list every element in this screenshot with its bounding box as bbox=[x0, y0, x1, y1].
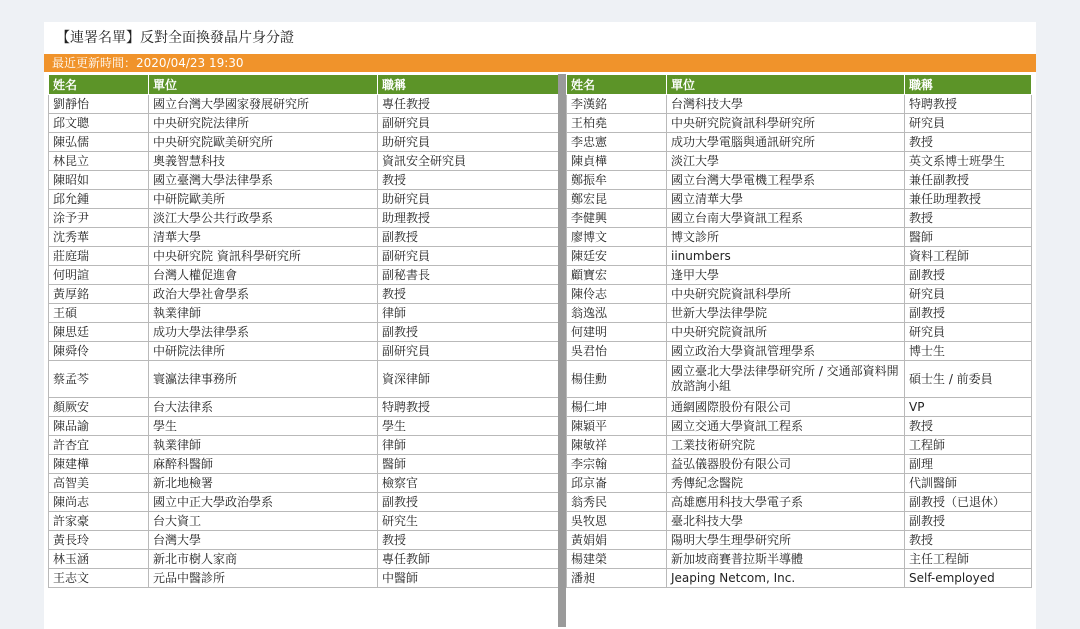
table-row bbox=[567, 550, 1032, 569]
cell-title: 資訊安全研究員 bbox=[378, 152, 559, 171]
cell-name: 吳牧恩 bbox=[567, 512, 667, 531]
cell-title: 副教授 bbox=[905, 266, 1032, 285]
cell-name: 高智美 bbox=[49, 474, 149, 493]
table-row bbox=[49, 285, 559, 304]
cell-title: 專任教師 bbox=[378, 550, 559, 569]
cell-name: 王志文 bbox=[49, 569, 149, 588]
cell-org: 世新大學法律學院 bbox=[667, 304, 905, 323]
cell-org: 新北地檢署 bbox=[149, 474, 378, 493]
cell-title: 助研究員 bbox=[378, 133, 559, 152]
cell-org: 台灣大學 bbox=[149, 531, 378, 550]
table-row bbox=[567, 285, 1032, 304]
table-row bbox=[49, 228, 559, 247]
cell-org: 政治大學社會學系 bbox=[149, 285, 378, 304]
cell-title: 醫師 bbox=[378, 455, 559, 474]
cell-name: 何建明 bbox=[567, 323, 667, 342]
cell-title: 特聘教授 bbox=[905, 95, 1032, 114]
cell-title: 碩士生 / 前委員 bbox=[905, 361, 1032, 398]
cell-title: 醫師 bbox=[905, 228, 1032, 247]
cell-name: 鄭振牟 bbox=[567, 171, 667, 190]
table-row bbox=[49, 209, 559, 228]
cell-name: 陳廷安 bbox=[567, 247, 667, 266]
cell-org: 台灣科技大學 bbox=[667, 95, 905, 114]
cell-org: 台灣人權促進會 bbox=[149, 266, 378, 285]
cell-name: 王碩 bbox=[49, 304, 149, 323]
cell-name: 劉靜怡 bbox=[49, 95, 149, 114]
cell-title: 律師 bbox=[378, 304, 559, 323]
cell-name: 許杏宜 bbox=[49, 436, 149, 455]
cell-title: 副教授 bbox=[378, 323, 559, 342]
cell-org: 淡江大學 bbox=[667, 152, 905, 171]
cell-name: 楊佳勳 bbox=[567, 361, 667, 398]
table-row bbox=[567, 266, 1032, 285]
cell-title: 副研究員 bbox=[378, 342, 559, 361]
cell-name: 陳尚志 bbox=[49, 493, 149, 512]
cell-name: 楊仁坤 bbox=[567, 398, 667, 417]
cell-org: 淡江大學公共行政學系 bbox=[149, 209, 378, 228]
cell-name: 陳穎平 bbox=[567, 417, 667, 436]
cell-org: 新北市樹人家商 bbox=[149, 550, 378, 569]
cell-title: 教授 bbox=[905, 417, 1032, 436]
table-row bbox=[567, 171, 1032, 190]
cell-title: 副教授 bbox=[905, 512, 1032, 531]
table-row bbox=[567, 512, 1032, 531]
cell-name: 王柏堯 bbox=[567, 114, 667, 133]
cell-org: 工業技術研究院 bbox=[667, 436, 905, 455]
table-row bbox=[49, 304, 559, 323]
table-row bbox=[49, 95, 559, 114]
cell-name: 李漢銘 bbox=[567, 95, 667, 114]
cell-name: 鄭宏昆 bbox=[567, 190, 667, 209]
cell-title: 教授 bbox=[905, 531, 1032, 550]
cell-name: 顏厥安 bbox=[49, 398, 149, 417]
cell-name: 翁逸泓 bbox=[567, 304, 667, 323]
cell-name: 何明諠 bbox=[49, 266, 149, 285]
cell-name: 邱文聰 bbox=[49, 114, 149, 133]
cell-name: 李忠憲 bbox=[567, 133, 667, 152]
table-row bbox=[567, 569, 1032, 588]
cell-title: 副教授 bbox=[378, 228, 559, 247]
cell-org: 中研院法律所 bbox=[149, 342, 378, 361]
cell-title: 副研究員 bbox=[378, 247, 559, 266]
cell-name: 涂予尹 bbox=[49, 209, 149, 228]
cell-org: 中央研究院歐美研究所 bbox=[149, 133, 378, 152]
cell-org: 中研院歐美所 bbox=[149, 190, 378, 209]
table-row bbox=[49, 266, 559, 285]
table-row bbox=[49, 133, 559, 152]
roster-body-right bbox=[567, 95, 1032, 588]
column-header-title: 職稱 bbox=[378, 75, 559, 95]
cell-org: 寰瀛法律事務所 bbox=[149, 361, 378, 398]
cell-title: VP bbox=[905, 398, 1032, 417]
table-row bbox=[49, 569, 559, 588]
cell-name: 廖博文 bbox=[567, 228, 667, 247]
table-row bbox=[567, 342, 1032, 361]
cell-title: 兼任助理教授 bbox=[905, 190, 1032, 209]
cell-title: 資深律師 bbox=[378, 361, 559, 398]
table-row bbox=[49, 152, 559, 171]
cell-name: 林昆立 bbox=[49, 152, 149, 171]
table-row bbox=[567, 247, 1032, 266]
cell-org: 新加坡商賽普拉斯半導體 bbox=[667, 550, 905, 569]
cell-org: iinumbers bbox=[667, 247, 905, 266]
cell-name: 李健興 bbox=[567, 209, 667, 228]
table-header-row bbox=[49, 75, 559, 95]
table-row bbox=[567, 190, 1032, 209]
cell-title: 主任工程師 bbox=[905, 550, 1032, 569]
cell-name: 黃長玲 bbox=[49, 531, 149, 550]
cell-title: 特聘教授 bbox=[378, 398, 559, 417]
table-row bbox=[567, 114, 1032, 133]
table-row bbox=[49, 398, 559, 417]
table-row bbox=[567, 361, 1032, 398]
cell-title: 教授 bbox=[378, 171, 559, 190]
table-row bbox=[567, 436, 1032, 455]
cell-title: 研究生 bbox=[378, 512, 559, 531]
cell-title: Self-employed bbox=[905, 569, 1032, 588]
cell-title: 副教授 bbox=[378, 493, 559, 512]
cell-name: 陳貞樺 bbox=[567, 152, 667, 171]
cell-org: 國立台灣大學電機工程學系 bbox=[667, 171, 905, 190]
table-row bbox=[49, 550, 559, 569]
cell-title: 資料工程師 bbox=[905, 247, 1032, 266]
cell-title: 副秘書長 bbox=[378, 266, 559, 285]
cell-org: 成功大學電腦與通訊研究所 bbox=[667, 133, 905, 152]
cell-name: 陳弘儒 bbox=[49, 133, 149, 152]
cell-title: 助研究員 bbox=[378, 190, 559, 209]
cell-title: 助理教授 bbox=[378, 209, 559, 228]
cell-name: 顧寶宏 bbox=[567, 266, 667, 285]
table-row bbox=[567, 323, 1032, 342]
cell-title: 專任教授 bbox=[378, 95, 559, 114]
table-row bbox=[49, 342, 559, 361]
cell-org: 國立臺灣大學法律學系 bbox=[149, 171, 378, 190]
cell-title: 副研究員 bbox=[378, 114, 559, 133]
cell-title: 學生 bbox=[378, 417, 559, 436]
table-row bbox=[567, 493, 1032, 512]
table-row bbox=[567, 531, 1032, 550]
cell-org: 益弘儀器股份有限公司 bbox=[667, 455, 905, 474]
cell-title: 副理 bbox=[905, 455, 1032, 474]
cell-org: 國立臺北大學法律學研究所 / 交通部資料開放諮詢小組 bbox=[667, 361, 905, 398]
cell-name: 黃娟娟 bbox=[567, 531, 667, 550]
table-divider bbox=[558, 74, 566, 627]
cell-title: 副教授（已退休） bbox=[905, 493, 1032, 512]
cell-name: 陳昭如 bbox=[49, 171, 149, 190]
cell-name: 莊庭瑞 bbox=[49, 247, 149, 266]
cell-name: 邱允鍾 bbox=[49, 190, 149, 209]
cell-org: 臺北科技大學 bbox=[667, 512, 905, 531]
cell-org: 國立中正大學政治學系 bbox=[149, 493, 378, 512]
cell-org: 中央研究院法律所 bbox=[149, 114, 378, 133]
cell-org: 奧義智慧科技 bbox=[149, 152, 378, 171]
cell-org: 麻醉科醫師 bbox=[149, 455, 378, 474]
cell-title: 工程師 bbox=[905, 436, 1032, 455]
table-row bbox=[49, 361, 559, 398]
cell-name: 陳思廷 bbox=[49, 323, 149, 342]
cell-name: 許家豪 bbox=[49, 512, 149, 531]
cell-org: 國立台灣大學國家發展研究所 bbox=[149, 95, 378, 114]
cell-name: 陳建樺 bbox=[49, 455, 149, 474]
cell-title: 研究員 bbox=[905, 114, 1032, 133]
cell-title: 教授 bbox=[905, 133, 1032, 152]
cell-org: 中央研究院資訊所 bbox=[667, 323, 905, 342]
table-row bbox=[49, 493, 559, 512]
cell-org: 台大資工 bbox=[149, 512, 378, 531]
cell-name: 楊建榮 bbox=[567, 550, 667, 569]
column-header-name: 姓名 bbox=[567, 75, 667, 95]
column-header-title: 職稱 bbox=[905, 75, 1032, 95]
column-header-org: 單位 bbox=[667, 75, 905, 95]
cell-name: 邱京崙 bbox=[567, 474, 667, 493]
cell-title: 檢察官 bbox=[378, 474, 559, 493]
cell-org: 成功大學法律學系 bbox=[149, 323, 378, 342]
table-row bbox=[567, 228, 1032, 247]
cell-org: 中央研究院資訊科學研究所 bbox=[667, 114, 905, 133]
roster-table-right bbox=[566, 74, 1032, 588]
cell-org: 台大法律系 bbox=[149, 398, 378, 417]
cell-name: 潘昶 bbox=[567, 569, 667, 588]
table-row bbox=[567, 95, 1032, 114]
cell-org: 中央研究院 資訊科學研究所 bbox=[149, 247, 378, 266]
table-row bbox=[567, 152, 1032, 171]
cell-title: 英文系博士班學生 bbox=[905, 152, 1032, 171]
roster-table-left bbox=[48, 74, 559, 588]
table-row bbox=[49, 417, 559, 436]
cell-title: 代訓醫師 bbox=[905, 474, 1032, 493]
cell-org: 陽明大學生理學研究所 bbox=[667, 531, 905, 550]
cell-title: 研究員 bbox=[905, 323, 1032, 342]
table-header-row bbox=[567, 75, 1032, 95]
table-row bbox=[567, 417, 1032, 436]
cell-title: 教授 bbox=[905, 209, 1032, 228]
cell-org: 通網國際股份有限公司 bbox=[667, 398, 905, 417]
cell-name: 林玉涵 bbox=[49, 550, 149, 569]
last-updated-bar: 最近更新時間：2020/04/23 19:30 bbox=[44, 54, 1036, 72]
cell-name: 黃厚銘 bbox=[49, 285, 149, 304]
cell-org: 學生 bbox=[149, 417, 378, 436]
cell-org: 國立清華大學 bbox=[667, 190, 905, 209]
cell-name: 吳君怡 bbox=[567, 342, 667, 361]
table-row bbox=[49, 190, 559, 209]
cell-name: 陳敏祥 bbox=[567, 436, 667, 455]
cell-title: 教授 bbox=[378, 285, 559, 304]
cell-name: 翁秀民 bbox=[567, 493, 667, 512]
cell-org: 博文診所 bbox=[667, 228, 905, 247]
table-row bbox=[49, 171, 559, 190]
cell-org: 執業律師 bbox=[149, 436, 378, 455]
table-row bbox=[49, 512, 559, 531]
table-row bbox=[49, 455, 559, 474]
table-row bbox=[567, 209, 1032, 228]
table-row bbox=[49, 436, 559, 455]
cell-org: 清華大學 bbox=[149, 228, 378, 247]
cell-title: 兼任副教授 bbox=[905, 171, 1032, 190]
roster-body-left bbox=[49, 95, 559, 588]
cell-title: 律師 bbox=[378, 436, 559, 455]
table-row bbox=[567, 304, 1032, 323]
cell-org: 元品中醫診所 bbox=[149, 569, 378, 588]
table-row bbox=[567, 133, 1032, 152]
cell-org: Jeaping Netcom, Inc. bbox=[667, 569, 905, 588]
table-row bbox=[49, 474, 559, 493]
cell-org: 國立交通大學資訊工程系 bbox=[667, 417, 905, 436]
cell-title: 研究員 bbox=[905, 285, 1032, 304]
cell-title: 教授 bbox=[378, 531, 559, 550]
cell-org: 國立台南大學資訊工程系 bbox=[667, 209, 905, 228]
roster-sheet bbox=[44, 22, 1036, 629]
cell-org: 高雄應用科技大學電子系 bbox=[667, 493, 905, 512]
cell-name: 李宗翰 bbox=[567, 455, 667, 474]
column-header-org: 單位 bbox=[149, 75, 378, 95]
cell-name: 陳品諭 bbox=[49, 417, 149, 436]
cell-title: 博士生 bbox=[905, 342, 1032, 361]
column-header-name: 姓名 bbox=[49, 75, 149, 95]
cell-name: 沈秀華 bbox=[49, 228, 149, 247]
table-row bbox=[49, 247, 559, 266]
table-row bbox=[567, 455, 1032, 474]
roster-tables bbox=[44, 72, 1036, 627]
page-title: 【連署名單】反對全面換發晶片身分證 bbox=[56, 30, 294, 46]
cell-org: 執業律師 bbox=[149, 304, 378, 323]
table-row bbox=[49, 531, 559, 550]
table-row bbox=[49, 323, 559, 342]
cell-org: 秀傳紀念醫院 bbox=[667, 474, 905, 493]
cell-name: 蔡孟芩 bbox=[49, 361, 149, 398]
table-row bbox=[49, 114, 559, 133]
cell-name: 陳伶志 bbox=[567, 285, 667, 304]
table-row bbox=[567, 398, 1032, 417]
cell-name: 陳舜伶 bbox=[49, 342, 149, 361]
table-row bbox=[567, 474, 1032, 493]
cell-org: 逢甲大學 bbox=[667, 266, 905, 285]
cell-title: 副教授 bbox=[905, 304, 1032, 323]
cell-org: 中央研究院資訊科學所 bbox=[667, 285, 905, 304]
cell-title: 中醫師 bbox=[378, 569, 559, 588]
cell-org: 國立政治大學資訊管理學系 bbox=[667, 342, 905, 361]
